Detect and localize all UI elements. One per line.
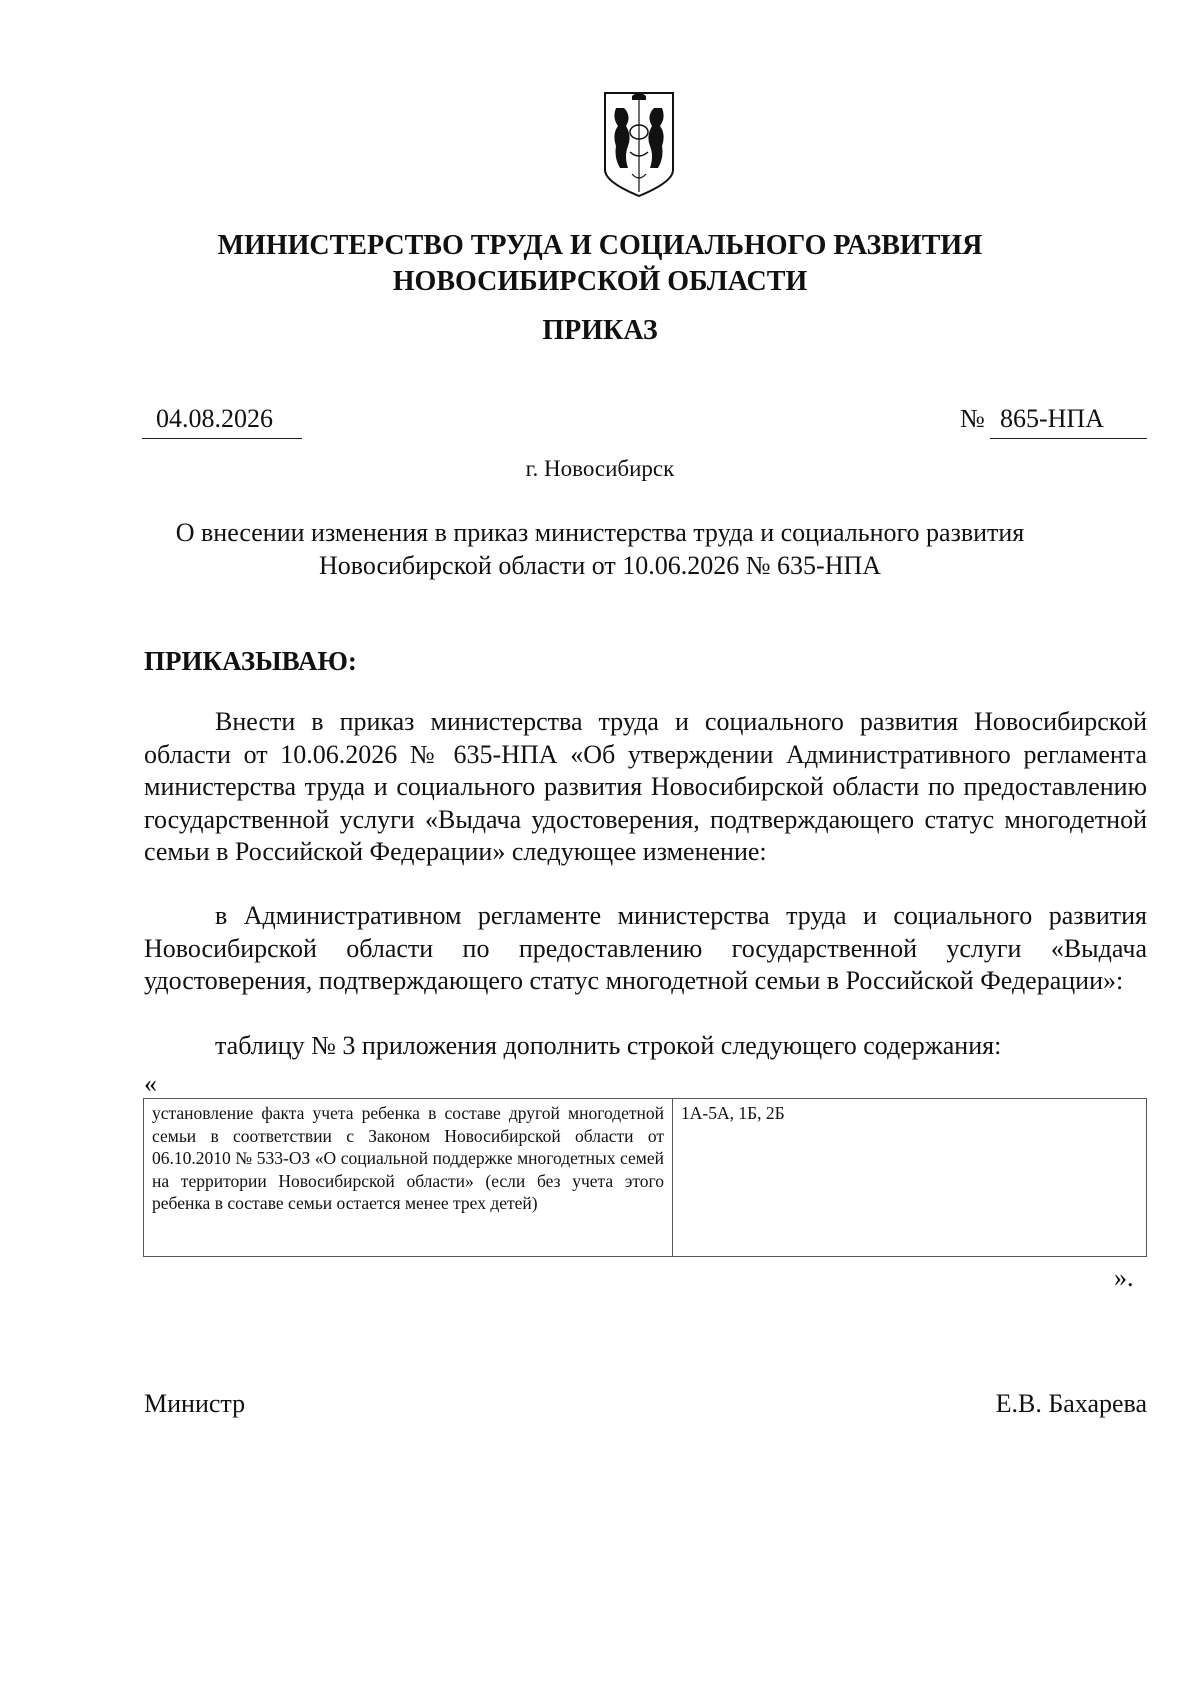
signatory-position: Министр	[144, 1389, 246, 1418]
document-subject	[0, 516, 1200, 582]
orders-heading: ПРИКАЗЫВАЮ:	[144, 646, 357, 676]
date-field	[142, 402, 302, 439]
table-cell-description: установление факта учета ребенка в составе другой многодетной семьи в соответствии с Законом Новосибирской области от 06.10.2010 № 533-ОЗ «О социальной поддержке многодетных семей на территории Новосибирской области» (если без учета этого ребенка в составе семьи остается менее трех детей)	[144, 1099, 673, 1257]
ministry-name-line2: НОВОСИБИРСКОЙ ОБЛАСТИ	[392, 266, 808, 297]
amendment-table	[143, 1098, 1147, 1257]
city: г. Новосибирск	[525, 456, 675, 481]
ministry-name	[0, 228, 1200, 300]
document-number: 865-НПА	[1000, 404, 1104, 433]
document-date: 04.08.2026	[156, 404, 273, 433]
table-cell-codes: 1А-5А, 1Б, 2Б	[673, 1099, 1147, 1257]
document-type: ПРИКАЗ	[542, 315, 658, 346]
subject-line2: Новосибирской области от 10.06.2026 № 635-НПА	[318, 551, 882, 580]
signatory-name: Е.В. Бахарева	[995, 1389, 1147, 1418]
number-field	[990, 402, 1147, 439]
quote-open: «	[144, 1069, 157, 1098]
table-row	[144, 1099, 1147, 1257]
paragraph-2: в Административном регламенте министерства труда и социального развития Новосибирской области по предоставлению государственной услуги «Выдача удостоверения, подтверждающего статус многодетной семьи в Российской Федерации»:	[144, 901, 1147, 995]
number-label: №	[960, 404, 985, 433]
novosibirsk-coat-of-arms-icon	[602, 90, 676, 198]
subject-line1: О внесении изменения в приказ министерства труда и социального развития	[175, 518, 1025, 547]
paragraph-3: таблицу № 3 приложения дополнить строкой следующего содержания:	[215, 1031, 1002, 1060]
paragraph-1: Внести в приказ министерства труда и социального развития Новосибирской области от 10.06.2026 № 635-НПА «Об утверждении Административного регламента министерства труда и социального развития Новосибирской области по предоставлению государственной услуги «Выдача удостоверения, подтверждающего статус многодетной семьи в Российской Федерации» следующее изменение:	[144, 707, 1147, 866]
ministry-name-line1: МИНИСТЕРСТВО ТРУДА И СОЦИАЛЬНОГО РАЗВИТИЯ	[217, 230, 983, 261]
quote-close: ».	[1114, 1263, 1134, 1292]
